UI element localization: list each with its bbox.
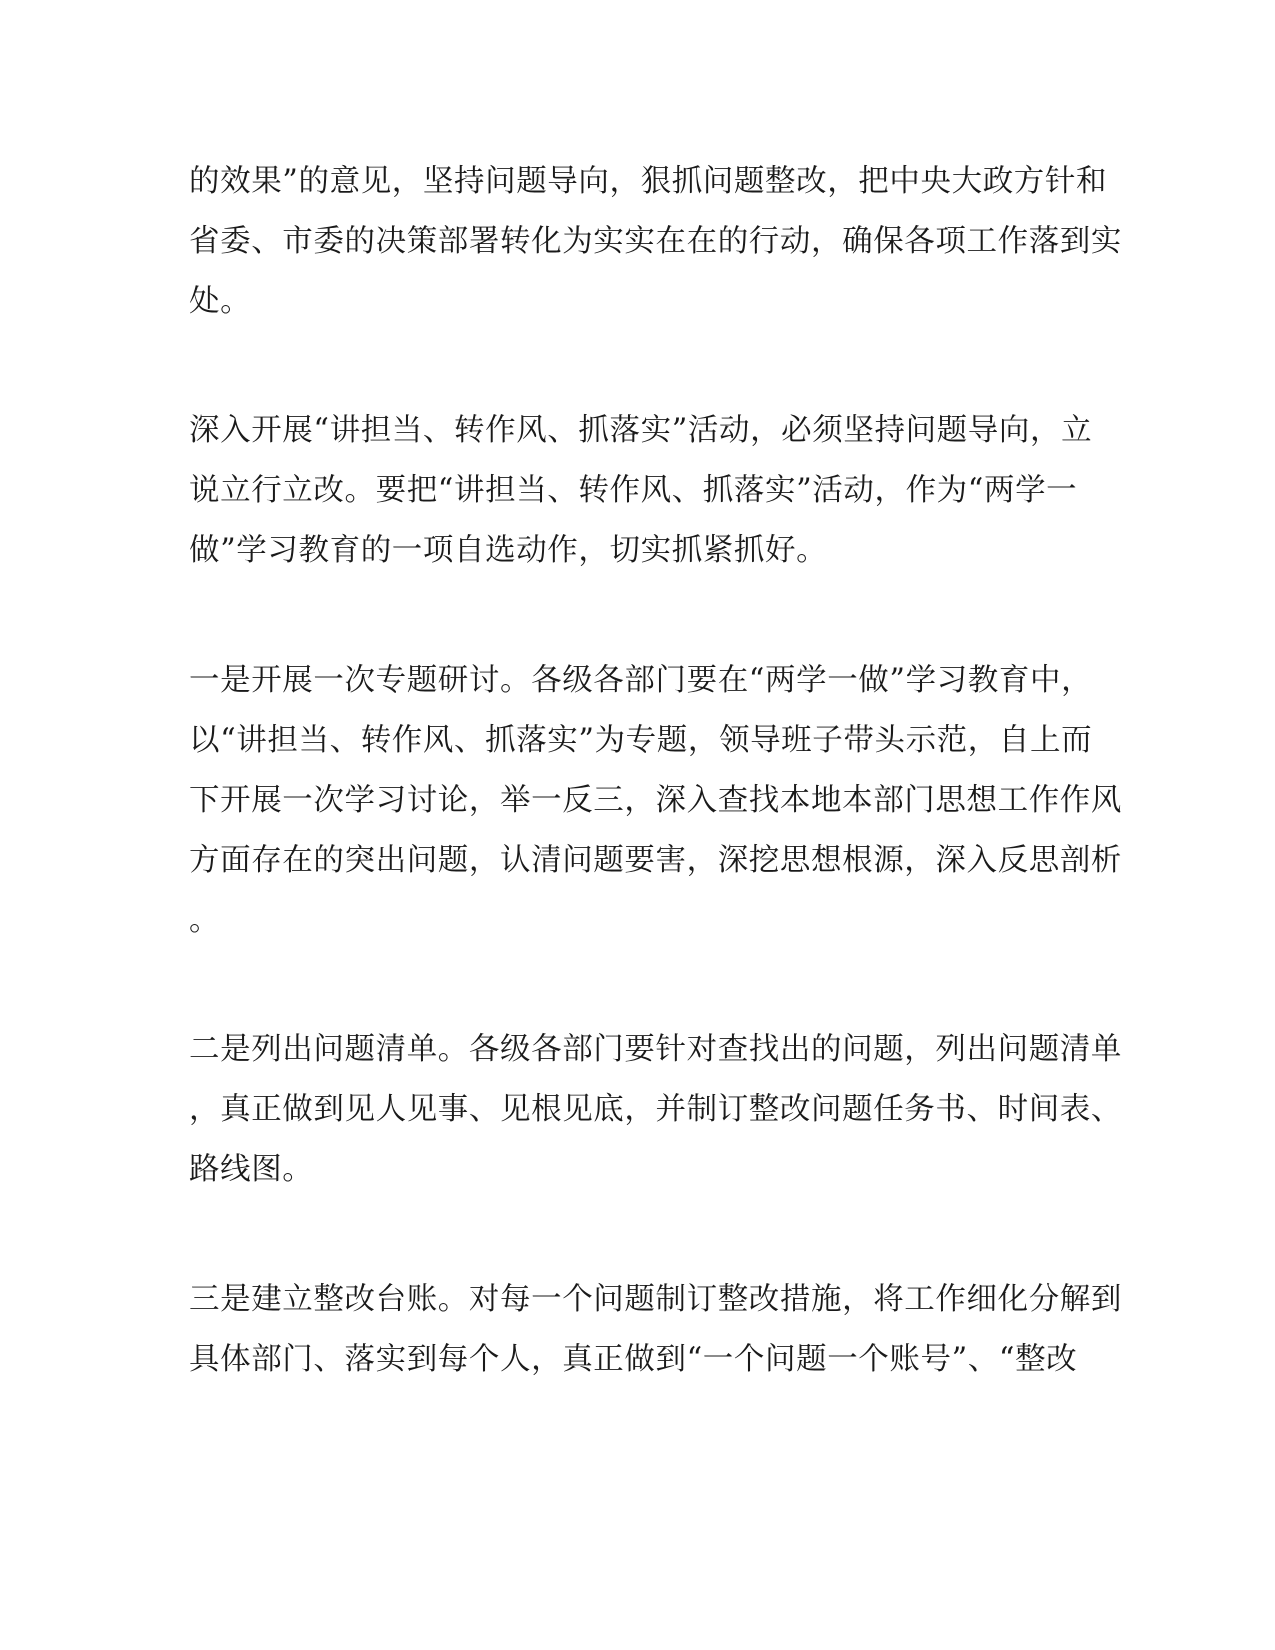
paragraph-line: 三是建立整改台账。对每一个问题制订整改措施，将工作细化分解到 (189, 1282, 1122, 1317)
paragraph-line: 说立行立改。要把“讲担当、转作风、抓落实”活动，作为“两学一 (189, 473, 1078, 508)
paragraph-line: 做”学习教育的一项自选动作，切实抓紧抓好。 (189, 533, 828, 568)
paragraph-line: 省委、市委的决策部署转化为实实在在的行动，确保各项工作落到实 (189, 224, 1122, 259)
paragraph-line: 的效果”的意见，坚持问题导向，狠抓问题整改，把中央大政方针和 (189, 164, 1108, 199)
paragraph-line: 下开展一次学习讨论，举一反三，深入查找本地本部门思想工作作风 (189, 783, 1122, 818)
paragraph-line: 深入开展“讲担当、转作风、抓落实”活动，必须坚持问题导向，立 (189, 413, 1093, 448)
paragraph-line: 处。 (189, 284, 252, 319)
paragraph-line: 路线图。 (189, 1152, 314, 1187)
paragraph-line: 具体部门、落实到每个人，真正做到“一个问题一个账号”、“整改 (189, 1342, 1078, 1377)
paragraph-line: 以“讲担当、转作风、抓落实”为专题，领导班子带头示范，自上而 (189, 723, 1093, 758)
paragraph-line: 。 (189, 903, 221, 938)
paragraph-line: 一是开展一次专题研讨。各级各部门要在“两学一做”学习教育中， (189, 663, 1093, 698)
paragraph-line: 二是列出问题清单。各级各部门要针对查找出的问题，列出问题清单 (189, 1032, 1122, 1067)
paragraph-line: ，真正做到见人见事、见根见底，并制订整改问题任务书、时间表、 (189, 1092, 1122, 1127)
paragraph-line: 方面存在的突出问题，认清问题要害，深挖思想根源，深入反思剖析 (189, 843, 1122, 878)
